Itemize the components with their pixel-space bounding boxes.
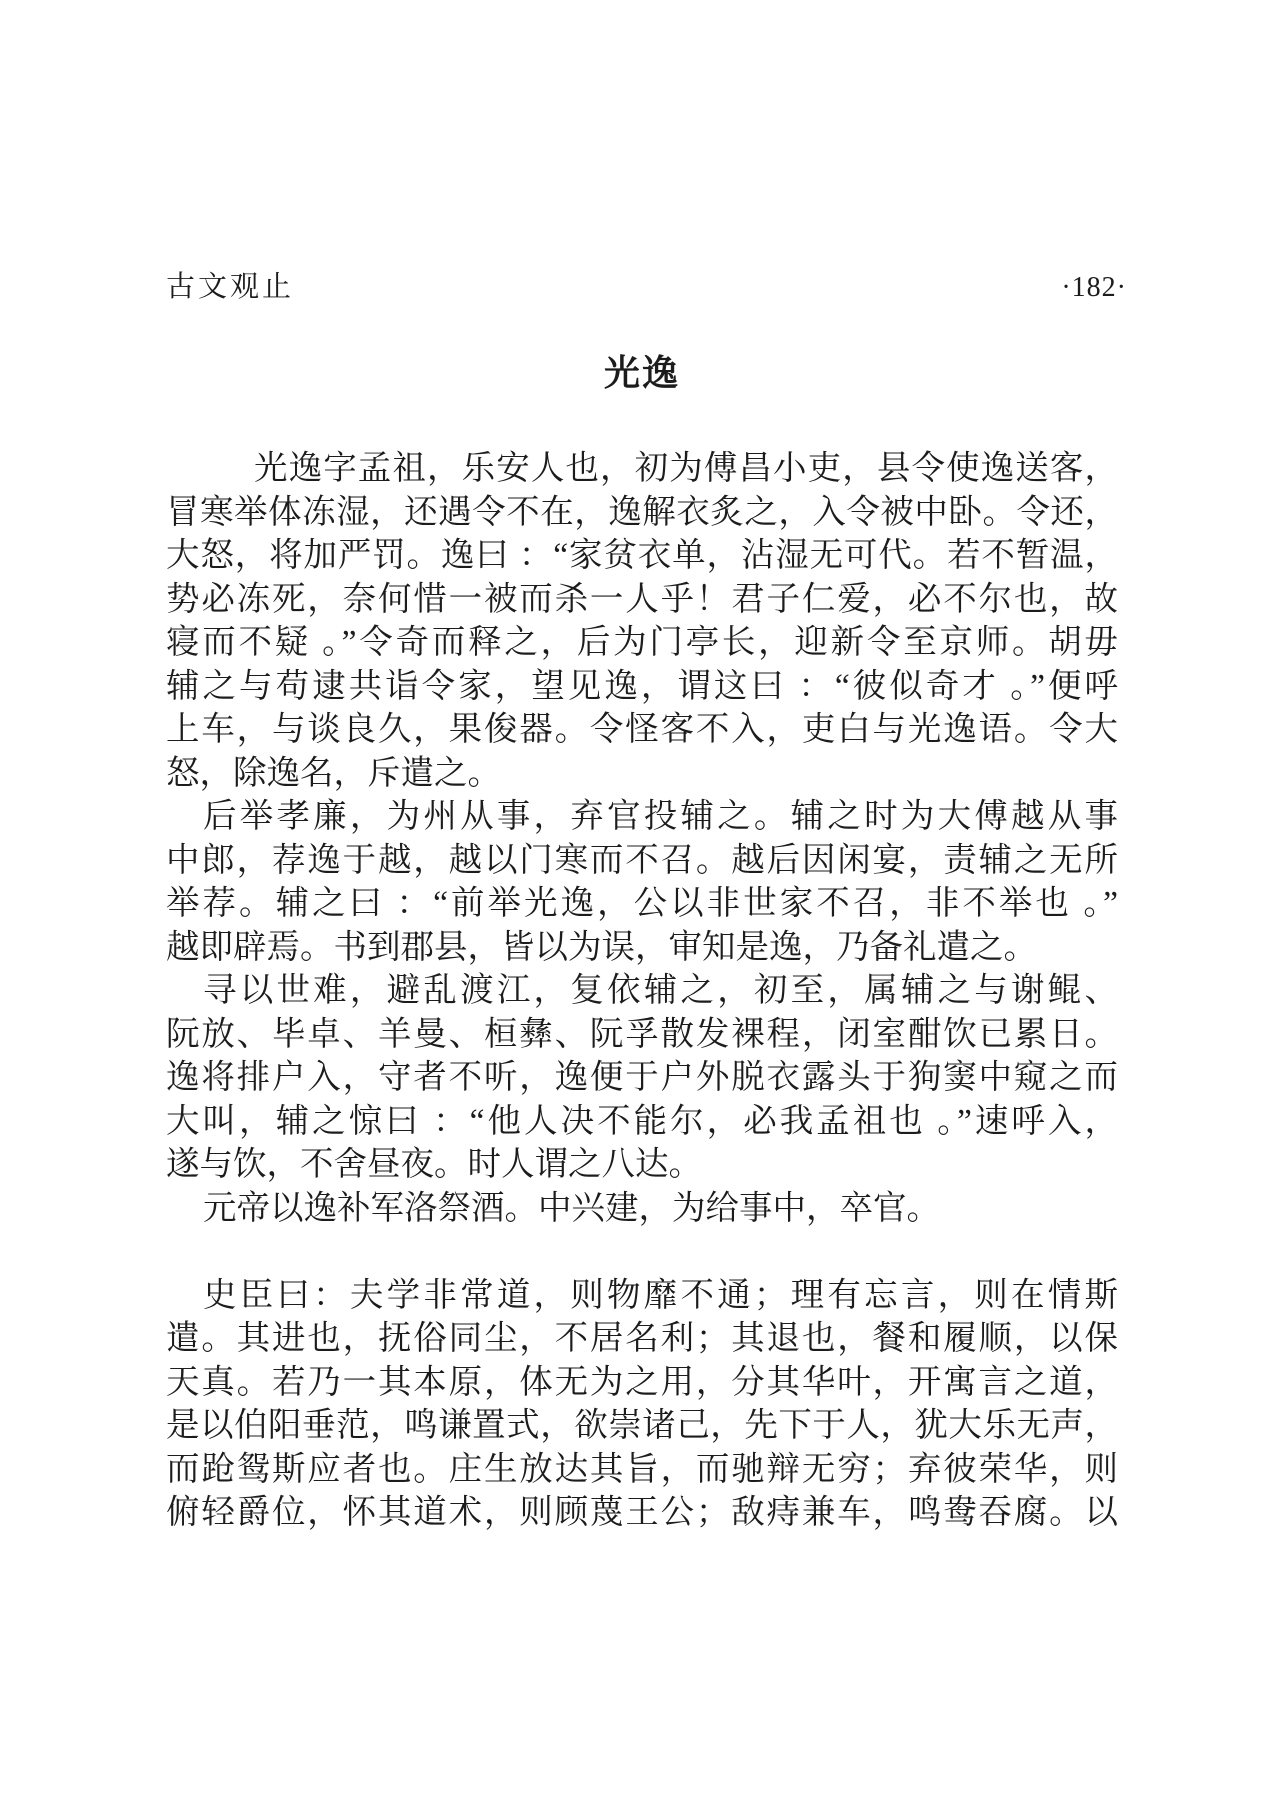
text-line: 辅之与苟逮共诣令家，望见逸，谓这曰 ：“彼似奇才 。”便呼 (166, 667, 1118, 705)
text-line: 元帝以逸补军洛祭酒。中兴建，为给事中，卒官。 (203, 1189, 940, 1227)
text-line: 寻以世难，避乱渡江，复依辅之，初至，属辅之与谢鲲、 (203, 972, 1118, 1009)
text-line: 是以伯阳垂范，鸣谦置式，欲崇诸己，先下于人，犹大乐无声， (166, 1407, 1118, 1444)
text-line: 中郎，荐逸于越，越以门寒而不召。越后因闲宴，责辅之无所 (166, 841, 1118, 879)
text-line: 俯轻爵位，怀其道术，则顾蔑王公；敌痔兼车，鸣鸯吞腐。以 (166, 1494, 1118, 1531)
paragraph (166, 969, 1118, 1187)
text-line: 上车，与谈良久，果俊器。令怪客不入，吏白与光逸语。令大 (166, 711, 1118, 748)
text-line: 遣。其进也，抚俗同尘，不居名利；其退也，餐和履顺，以保 (166, 1320, 1118, 1357)
text-line: 史臣曰：夫学非常道，则物靡不通；理有忘言，则在情斯 (203, 1276, 1118, 1314)
text-line: 天真。若乃一其本原，体无为之用，分其华叶，开寓言之道， (166, 1363, 1118, 1401)
page-number: ·182· (1061, 272, 1127, 303)
text-line: 大叫，辅之惊曰 ：“他人决不能尔，必我孟祖也 。”速呼入， (166, 1102, 1118, 1140)
text-line: 逸将排户入，守者不听，逸便于户外脱衣露头于狗窦中窥之而 (166, 1059, 1118, 1096)
book-title: 古文观止 (166, 271, 295, 303)
paragraph (166, 447, 1118, 795)
text-line: 后举孝廉，为州从事，弃官投辅之。辅之时为大傅越从事 (203, 798, 1118, 835)
text-line: 寝而不疑 。”令奇而释之，后为门亭长，迎新令至京师。胡毋 (166, 624, 1118, 661)
paragraph (166, 1274, 1118, 1535)
text-line: 冒寒举体冻湿，还遇令不在，逸解衣炙之，入令被中卧。令还， (166, 493, 1118, 531)
body-text (166, 447, 1118, 1535)
text-line: 怒，除逸名，斥遣之。 (166, 754, 501, 792)
chapter-title: 光逸 (603, 353, 680, 393)
text-line: 光逸字孟祖，乐安人也，初为傅昌小吏，县令使逸送客， (254, 450, 1118, 487)
text-line: 势必冻死，奈何惜一被而杀一人乎！君子仁爱，必不尔也，故 (166, 580, 1118, 618)
paragraph (166, 1187, 1118, 1231)
paragraph (166, 795, 1118, 969)
text-line: 阮放、毕卓、羊曼、桓彝、阮孚散发裸程，闭室酣饮已累日。 (166, 1015, 1118, 1053)
text-line: 遂与饮，不舍昼夜。时人谓之八达。 (166, 1146, 702, 1183)
page-header (166, 270, 1127, 305)
text-line: 大怒，将加严罚。逸曰 ：“家贫衣单，沾湿无可代。若不暂温， (166, 537, 1118, 574)
text-line: 举荐。辅之曰 ：“前举光逸，公以非世家不召，非不举也 。” (166, 885, 1118, 922)
text-line: 而跄鸳斯应者也。庄生放达其旨，而驰辩无穷；弃彼荣华，则 (166, 1450, 1118, 1488)
text-line: 越即辟焉。书到郡县，皆以为误，审知是逸，乃备礼遣之。 (166, 928, 1037, 966)
